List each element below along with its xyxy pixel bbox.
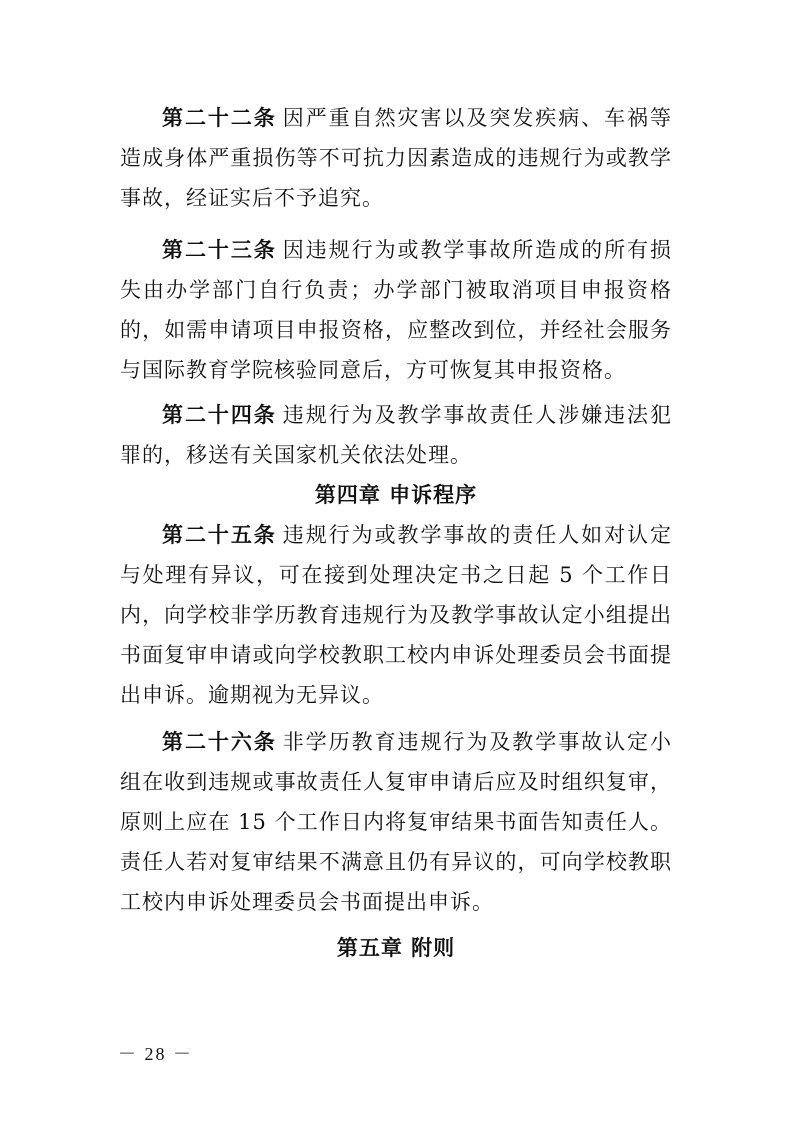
article-22 <box>120 98 672 218</box>
article-number: 第二十三条 <box>162 238 277 262</box>
chapter-heading-4: 第四章 申诉程序 <box>314 483 478 507</box>
article-25 <box>120 515 672 715</box>
article-24 <box>120 395 672 475</box>
article-number: 第二十四条 <box>162 403 277 427</box>
article-text: 因严重自然灾害以及突发疾病、车祸等造成身体严重损伤等不可抗力因素造成的违规行为或教学事故，经证实后不予追究。 <box>120 106 673 210</box>
article-number: 第二十二条 <box>162 106 277 130</box>
chapter-heading-5: 第五章 附则 <box>336 936 456 960</box>
article-text: 违规行为及教学事故责任人涉嫌违法犯罪的，移送有关国家机关依法处理。 <box>120 403 673 467</box>
article-text: 因违规行为或教学事故所造成的所有损失由办学部门自行负责；办学部门被取消项目申报资格的，如需申请项目申报资格，应整改到位，并经社会服务与国际教育学院核验同意后，方可恢复其申报资格。 <box>120 238 673 382</box>
article-number: 第二十五条 <box>162 523 277 547</box>
article-text: 违规行为或教学事故的责任人如对认定与处理有异议，可在接到处理决定书之日起 5 个工作日内，向学校非学历教育违规行为及教学事故认定小组提出书面复审申请或向学校教职工校内申诉处理委员会书面提出申诉。逾期视为无异议。 <box>120 523 673 707</box>
article-text: 非学历教育违规行为及教学事故认定小组在收到违规或事故责任人复审申请后应及时组织复审，原则上应在 15 个工作日内将复审结果书面告知责任人。责任人若对复审结果不满意且仍有异议的，可向学校教职工校内申诉处理委员会书面提出申诉。 <box>120 730 673 914</box>
article-number: 第二十六条 <box>162 730 277 754</box>
article-23 <box>120 230 672 390</box>
page-number: － 28 － <box>118 1044 193 1064</box>
article-26 <box>120 722 672 922</box>
